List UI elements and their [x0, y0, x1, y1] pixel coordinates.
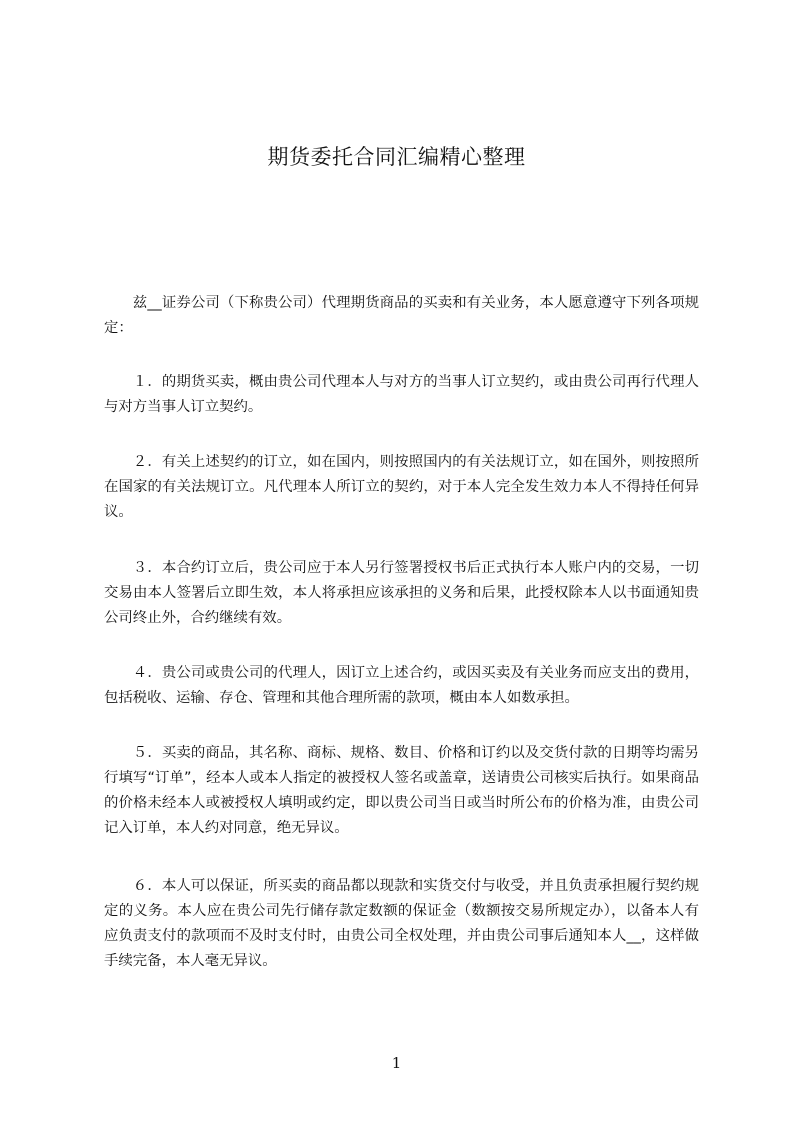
paragraph-clause-6: ６．本人可以保证，所买卖的商品都以现款和实货交付与收受，并且负责承担履行契约规定的义务。本人应在贵公司先行储存款定数额的保证金（数额按交易所规定办），以备本人有应负责支付的款项而不及时支付时，由贵公司全权处理，并由贵公司事后通知本人__，这样做手续完备，本人毫无异议。: [104, 878, 699, 969]
paragraph-clause-1: １．的期货买卖，概由贵公司代理本人与对方的当事人订立契约，或由贵公司再行代理人与对方当事人订立契约。: [104, 374, 699, 415]
paragraph-clause-5: ５．买卖的商品，其名称、商标、规格、数目、价格和订约以及交货付款的日期等均需另行填写“订单”，经本人或本人指定的被授权人签名或盖章，送请贵公司核实后执行。如果商品的价格未经本人或被授权人填明或约定，即以贵公司当日或当时所公布的价格为准，由贵公司记入订单，本人约对同意，绝无异议。: [104, 745, 699, 836]
paragraph-clause-2: ２．有关上述契约的订立，如在国内，则按照国内的有关法规订立，如在国外，则按照所在国家的有关法规订立。凡代理本人所订立的契约，对于本人完全发生效力本人不得持任何异议。: [104, 454, 699, 520]
page-number: 1: [391, 1054, 402, 1072]
document-title: 期货委托合同汇编精心整理: [267, 145, 526, 169]
paragraph-clause-3: ３．本合约订立后，贵公司应于本人另行签署授权书后正式执行本人账户内的交易，一切交易由本人签署后立即生效，本人将承担应该承担的义务和后果，此授权除本人以书面通知贵公司终止外，合约继续有效。: [104, 560, 699, 626]
paragraph-clause-4: ４．贵公司或贵公司的代理人，因订立上述合约，或因买卖及有关业务而应支出的费用，包括税收、运输、存仓、管理和其他合理所需的款项，概由本人如数承担。: [104, 665, 699, 706]
paragraph-preamble: 兹__证券公司（下称贵公司）代理期货商品的买卖和有关业务，本人愿意遵守下列各项规定：: [104, 295, 699, 336]
